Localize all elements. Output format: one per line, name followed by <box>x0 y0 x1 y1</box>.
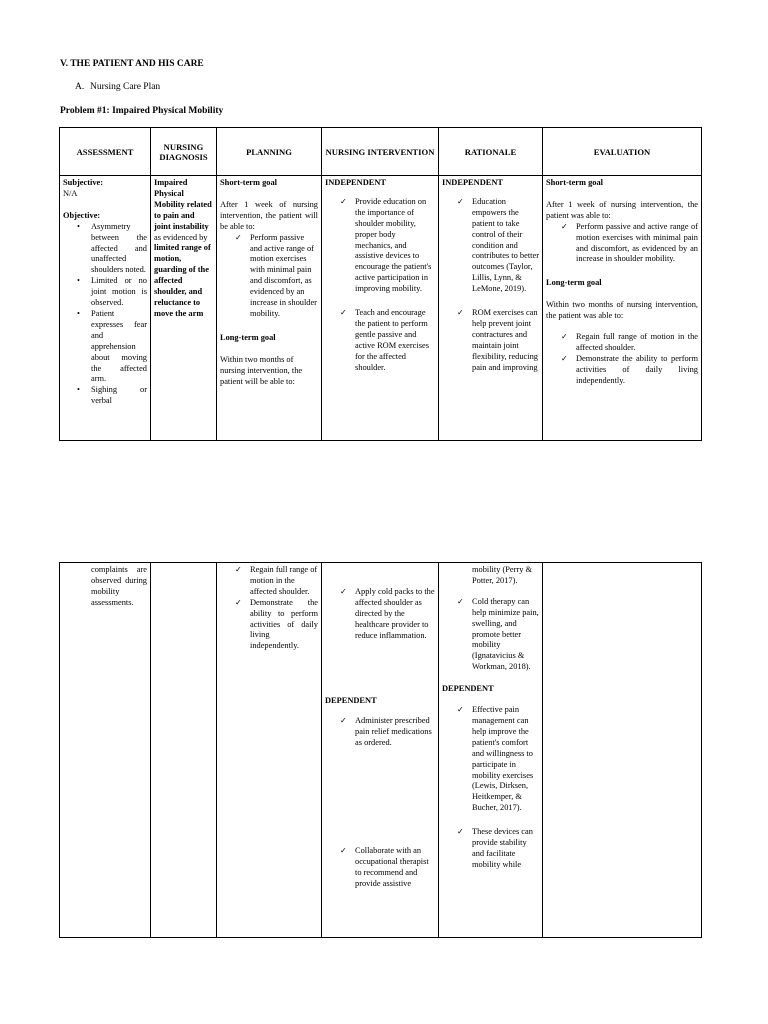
check-icon: ✓ <box>235 232 242 242</box>
subjective-value: N/A <box>63 188 78 198</box>
diagnosis-bold-part-2: limited range of motion, guarding of the affected shoulder, and reluctance to move the arm <box>154 243 211 318</box>
subsection-title <box>75 82 160 92</box>
check-icon: ✓ <box>457 705 464 715</box>
rationale-independent-list <box>442 597 539 673</box>
intervention-independent-list <box>325 587 435 642</box>
intervention-independent-label: INDEPENDENT <box>325 178 386 187</box>
assessment-cell-continued <box>60 563 151 938</box>
planning-long-term-label: Long-term goal <box>220 332 276 342</box>
list-item: • Patient expresses fear and apprehension about moving the affected arm. <box>77 308 147 384</box>
subsection-text: Nursing Care Plan <box>90 82 161 92</box>
planning-long-term-list <box>220 565 318 652</box>
rationale-list <box>442 197 539 374</box>
diagnosis-bold-part-1: Impaired Physical Mobility related to pain and joint instability <box>154 178 212 231</box>
check-icon: ✓ <box>561 221 568 231</box>
check-icon: ✓ <box>457 308 464 318</box>
list-item: ✓ Administer prescribed pain relief medications as ordered. <box>340 716 432 748</box>
list-item: ✓ Perform passive and active range of motion exercises with minimal pain and discomfort, as evidenced by an increase in shoulder mobility. <box>235 232 317 318</box>
header-assessment: ASSESSMENT <box>60 128 151 176</box>
list-item: ✓ Effective pain management can help improve the patient's comfort and willingness to participate in mobility exercises (Lewis, Dirksen, Heitkemper, & Bucher, 2017). <box>457 705 534 813</box>
diagnosis-cell-continued <box>151 563 217 938</box>
intervention-cell <box>322 176 439 441</box>
planning-long-term-intro: Within two months of nursing intervention, the patient will be able to: <box>220 354 303 386</box>
check-icon: ✓ <box>561 353 568 363</box>
rationale-dependent-label: DEPENDENT <box>442 684 494 694</box>
intervention-list <box>325 197 435 374</box>
list-item: ✓ Regain full range of motion in the affected shoulder. <box>235 565 318 596</box>
check-icon: ✓ <box>340 846 347 856</box>
planning-cell <box>217 176 322 441</box>
header-rationale: RATIONALE <box>439 128 543 176</box>
list-item: • Sighing or verbal <box>77 385 147 406</box>
evaluation-short-term-list <box>546 222 698 266</box>
list-item: mobility (Perry & Potter, 2017). <box>472 565 533 585</box>
intervention-dependent-list <box>325 716 435 889</box>
table-row <box>60 176 702 441</box>
list-item: ✓ Demonstrate the ability to perform activities of daily living independently. <box>561 353 698 385</box>
list-item: • Limited or no joint motion is observed. <box>77 276 147 308</box>
diagnosis-cell <box>151 176 217 441</box>
rationale-cell <box>439 176 543 441</box>
check-icon: ✓ <box>561 332 568 342</box>
check-icon: ✓ <box>457 596 464 606</box>
check-icon: ✓ <box>340 716 347 726</box>
rationale-dependent-list <box>442 705 539 871</box>
diagnosis-plain-part: as evidenced by <box>154 232 208 242</box>
evaluation-short-term-intro: After 1 week of nursing intervention, the patient was able to: <box>546 199 698 220</box>
list-item: ✓ Provide education on the importance of shoulder mobility, proper body mechanics, and assistive devices to encourage the patient's active participation in improving mobility. <box>340 196 432 294</box>
header-planning: PLANNING <box>217 128 322 176</box>
list-item: ✓ Education empowers the patient to take control of their condition and contributes to better outcomes (Taylor, Lillis, Lynn, & LeMone, 2019). <box>457 196 539 294</box>
care-plan-table-part-2 <box>59 562 702 938</box>
list-item: ✓ Cold therapy can help minimize pain, swelling, and promote better mobility (Ignatavicius & Workman, 2018). <box>457 596 539 672</box>
check-icon: ✓ <box>235 597 242 607</box>
care-plan-table-part-1 <box>59 127 702 441</box>
header-evaluation: EVALUATION <box>543 128 702 176</box>
objective-label: Objective: <box>63 210 101 220</box>
planning-short-term-intro: After 1 week of nursing intervention, the patient will be able to: <box>220 199 318 231</box>
list-item: ✓ Perform passive and active range of motion exercises with minimal pain and discomfort, as evidenced by an increase in shoulder mobility. <box>561 221 698 264</box>
evaluation-cell <box>543 176 702 441</box>
table-row <box>60 563 702 938</box>
list-item: ✓ Teach and encourage the patient to perform gentle passive and active ROM exercises for the affected shoulder. <box>340 308 429 372</box>
list-item: complaints are observed during mobility assessments. <box>91 565 147 607</box>
check-icon: ✓ <box>340 196 347 206</box>
subsection-letter: A. <box>75 82 85 92</box>
list-item: ✓ Collaborate with an occupational therapist to recommend and provide assistive <box>340 846 429 888</box>
list-item: ✓ ROM exercises can help prevent joint contractures and maintain joint flexibility, reducing pain and improving <box>457 308 538 372</box>
objective-list <box>63 222 147 407</box>
bullet-icon: • <box>77 385 80 395</box>
check-icon: ✓ <box>340 308 347 318</box>
intervention-dependent-label: DEPENDENT <box>325 695 377 705</box>
section-title: V. THE PATIENT AND HIS CARE <box>60 59 204 69</box>
evaluation-short-term-label: Short-term goal <box>546 178 603 187</box>
check-icon: ✓ <box>457 827 464 837</box>
rationale-list-continued <box>442 565 539 587</box>
check-icon: ✓ <box>235 565 242 574</box>
header-nursing-diagnosis: NURSING DIAGNOSIS <box>151 128 217 176</box>
rationale-cell-continued <box>439 563 543 938</box>
evaluation-long-term-label: Long-term goal <box>546 278 602 288</box>
check-icon: ✓ <box>457 196 464 206</box>
rationale-independent-label: INDEPENDENT <box>442 178 503 187</box>
list-item: ✓ Apply cold packs to the affected shoulder as directed by the healthcare provider to reduce inflammation. <box>340 587 435 640</box>
list-item: ✓ These devices can provide stability and facilitate mobility while <box>457 827 533 869</box>
assessment-cell <box>60 176 151 441</box>
table-header-row <box>60 128 702 176</box>
bullet-icon: • <box>77 221 80 231</box>
planning-cell-continued <box>217 563 322 938</box>
list-item: ✓ Demonstrate the ability to perform activities of daily living independently. <box>235 597 318 651</box>
list-item: ✓ Regain full range of motion in the affected shoulder. <box>561 332 698 352</box>
bullet-icon: • <box>77 276 80 286</box>
list-item: • Asymmetry between the affected and unaffected shoulders noted. <box>77 221 147 275</box>
bullet-icon: • <box>77 308 80 318</box>
planning-short-term-label: Short-term goal <box>220 178 277 187</box>
evaluation-long-term-intro: Within two months of nursing intervention, the patient was able to: <box>546 300 698 321</box>
intervention-cell-continued <box>322 563 439 938</box>
evaluation-cell-continued <box>543 563 702 938</box>
subjective-label: Subjective: <box>63 178 104 187</box>
header-nursing-intervention: NURSING INTERVENTION <box>322 128 439 176</box>
evaluation-long-term-list <box>546 332 698 387</box>
check-icon: ✓ <box>340 587 347 596</box>
problem-title: Problem #1: Impaired Physical Mobility <box>60 106 224 116</box>
planning-short-term-list <box>220 233 318 320</box>
objective-list-continued <box>63 565 147 609</box>
